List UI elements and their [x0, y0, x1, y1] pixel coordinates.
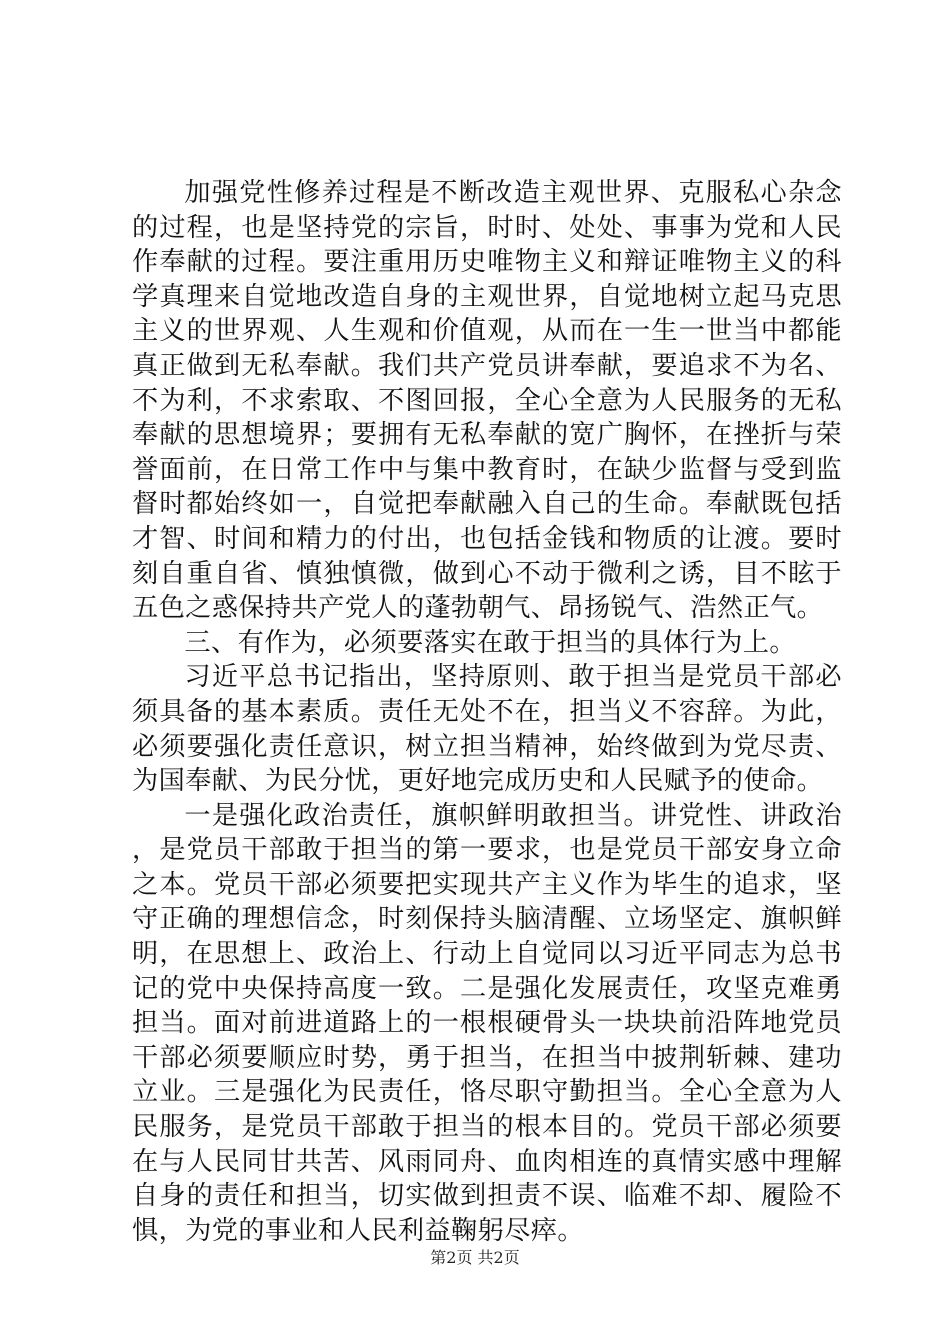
paragraph-responsibility: 习近平总书记指出，坚持原则、敢于担当是党员干部必须具备的基本素质。责任无处不在，担当义不容辞。为此，必须要强化责任意识，树立担当精神，始终做到为党尽责、为国奉献、为民分忧，更好地完成历史和人民赋予的使命。: [132, 662, 842, 797]
page-number-footer: 第2页 共2页: [430, 1248, 520, 1267]
paragraph-three-duties: 一是强化政治责任，旗帜鲜明敢担当。讲党性、讲政治，是党员干部敢于担当的第一要求，也是党员干部安身立命之本。党员干部必须要把实现共产主义作为毕生的追求，坚守正确的理想信念，时刻保持头脑清醒、立场坚定、旗帜鲜明，在思想上、政治上、行动上自觉同以习近平同志为总书记的党中央保持高度一致。二是强化发展责任，攻坚克难勇担当。面对前进道路上的一根根硬骨头一块块前沿阵地党员干部必须要顺应时势，勇于担当，在担当中披荆斩棘、建功立业。三是强化为民责任，恪尽职守勤担当。全心全意为人民服务，是党员干部敢于担当的根本目的。党员干部必须要在与人民同甘共苦、风雨同舟、血肉相连的真情实感中理解自身的责任和担当，切实做到担责不误、临难不却、履险不惧，为党的事业和人民利益鞠躬尽瘁。: [132, 800, 842, 1246]
document-body: [132, 176, 842, 1248]
paragraph-dedication: 加强党性修养过程是不断改造主观世界、克服私心杂念的过程，也是坚持党的宗旨，时时、处处、事事为党和人民作奉献的过程。要注重用历史唯物主义和辩证唯物主义的科学真理来自觉地改造自身的主观世界，自觉地树立起马克思主义的世界观、人生观和价值观，从而在一生一世当中都能真正做到无私奉献。我们共产党员讲奉献，要追求不为名、不为利，不求索取、不图回报，全心全意为人民服务的无私奉献的思想境界；要拥有无私奉献的宽广胸怀，在挫折与荣誉面前，在日常工作中与集中教育时，在缺少监督与受到监督时都始终如一，自觉把奉献融入自己的生命。奉献既包括才智、时间和精力的付出，也包括金钱和物质的让渡。要时刻自重自省、慎独慎微，做到心不动于微利之诱，目不眩于五色之惑保持共产党人的蓬勃朝气、昂扬锐气、浩然正气。: [132, 178, 842, 624]
section-heading-three: 三、有作为，必须要落实在敢于担当的具体行为上。: [184, 627, 796, 658]
